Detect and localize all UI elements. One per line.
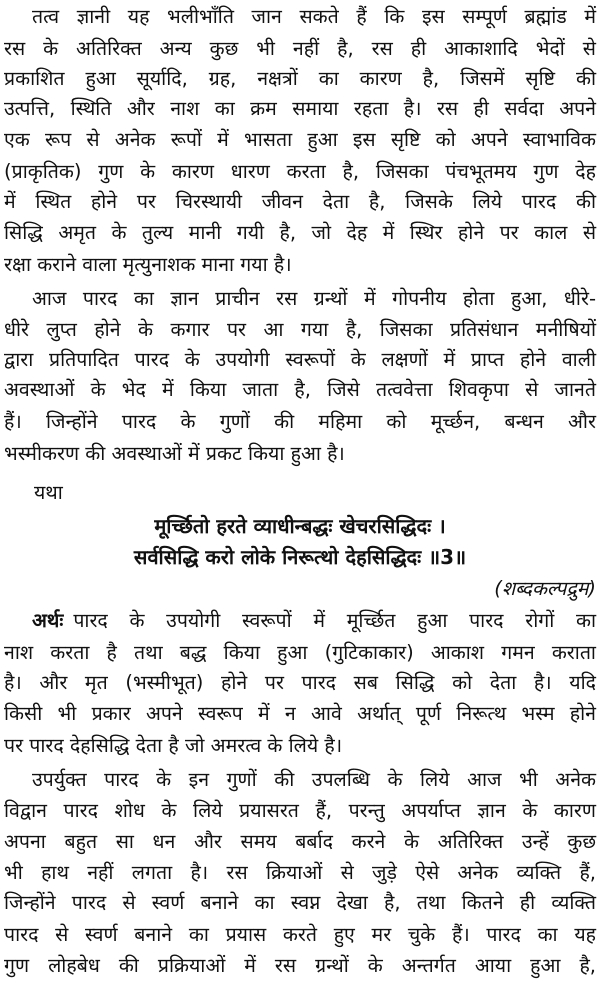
paragraph-4-line-4: भी हाथ नहीं लगता है। रस क्रियाओं से जुड़े ऐसे अनेक व्यक्ति हैं,: [4, 861, 596, 884]
paragraph-4-line-7: गुण लोहबेध की प्रक्रियाओं में रस ग्रन्थों के अन्तर्गत आया हुआ है,: [4, 954, 596, 977]
paragraph-3-line-4: किसी भी प्रकार अपने स्वरूप में न आवे अर्थात् पूर्ण निरूत्थ भस्म होने: [4, 702, 596, 725]
paragraph-4-line-5: जिन्होंने पारद से स्वर्ण बनाने का स्वप्न देखा है, तथा कितने ही व्यक्ति: [4, 891, 596, 914]
paragraph-3-line-1-text: पारद के उपयोगी स्वरूपों में मूर्च्छित हुआ पारद रोगों का: [73, 609, 596, 632]
verse-line-2: सर्वसिद्धि करो लोके निरूत्थो देहसिद्धिदः ॥3॥: [133, 545, 467, 569]
paragraph-1-line-5: एक रूप से अनेक रूपों में भासता हुआ इस सृष्टि को अपने स्वाभाविक: [4, 128, 596, 151]
paragraph-1-line-3: प्रकाशित हुआ सूर्यादि, ग्रह, नक्षत्रों का कारण है, जिसमें सृष्टि की: [4, 67, 596, 90]
paragraph-4-line-3: अपना बहुत सा धन और समय बर्बाद करने के अतिरिक्त उन्हें कुछ: [4, 830, 596, 853]
yatha-label: यथा: [34, 481, 63, 504]
paragraph-1-line-9: रक्षा कराने वाला मृत्युनाशक माना गया है।: [4, 253, 292, 276]
paragraph-1-line-4: उत्पत्ति, स्थिति और नाश का क्रम समाया रहता है। रस ही सर्वदा अपने: [4, 97, 596, 120]
paragraph-3-line-3: है। और मृत (भस्मीभूत) होने पर पारद सब सिद्धि को देता है। यदि: [4, 671, 596, 694]
paragraph-2-line-5: हैं। जिन्होंने पारद के गुणों की महिमा को मूर्च्छन, बन्धन और: [4, 410, 596, 433]
paragraph-3-line-5: पर पारद देहसिद्धि देता है जो अमरत्व के लिये है।: [4, 734, 343, 757]
verse-line-1: मूर्च्छितो हरते व्याधीन्बद्धः खेचरसिद्धिदः ।: [154, 514, 446, 538]
paragraph-3-line-2: नाश करता है तथा बद्ध किया हुआ (गुटिकाकार) आकाश गमन कराता: [4, 641, 596, 664]
paragraph-1-line-2: रस के अतिरिक्त अन्य कुछ भी नहीं है, रस ही आकाशादि भेदों से: [4, 37, 596, 60]
verse-source: (शब्दकल्पद्रुम): [494, 577, 596, 600]
paragraph-1-line-1: तत्व ज्ञानी यह भलीभाँति जान सकते हैं कि इस सम्पूर्ण ब्रह्मांड में: [32, 5, 596, 28]
paragraph-1-line-7: में स्थित होने पर चिरस्थायी जीवन देता है, जिसके लिये पारद की: [4, 190, 596, 213]
paragraph-2-line-4: अवस्थाओं के भेद में किया जाता है, जिसे तत्ववेत्ता शिवकृपा से जानते: [4, 378, 596, 401]
paragraph-4-line-6: पारद से स्वर्ण बनाने का प्रयास करते हुए मर चुके हैं। पारद का यह: [4, 923, 596, 946]
paragraph-2-line-2: धीरे लुप्त होने के कगार पर आ गया है, जिसका प्रतिसंधान मनीषियों: [4, 318, 596, 341]
paragraph-4-line-1: उपर्युक्त पारद के इन गुणों की उपलब्धि के लिये आज भी अनेक: [32, 768, 596, 791]
paragraph-2-line-3: द्वारा प्रतिपादित पारद के उपयोगी स्वरूपों के लक्षणों में प्राप्त होने वाली: [4, 348, 596, 371]
paragraph-2-line-6: भस्मीकरण की अवस्थाओं में प्रकट किया हुआ है।: [4, 442, 345, 465]
paragraph-1-line-6: (प्राकृतिक) गुण के कारण धारण करता है, जिसका पंचभूतमय गुण देह: [4, 160, 596, 183]
paragraph-1-line-8: सिद्धि अमृत के तुल्य मानी गयी है, जो देह में स्थिर होने पर काल से: [4, 221, 596, 244]
paragraph-4-line-2: विद्वान पारद शोध के लिये प्रयासरत हैं, परन्तु अपर्याप्त ज्ञान के कारण: [4, 799, 596, 822]
paragraph-2-line-1: आज पारद का ज्ञान प्राचीन रस ग्रन्थों में गोपनीय होता हुआ, धीरे-: [32, 287, 596, 310]
paragraph-3-line-1: [32, 608, 596, 638]
artha-label: अर्थः: [32, 609, 64, 632]
